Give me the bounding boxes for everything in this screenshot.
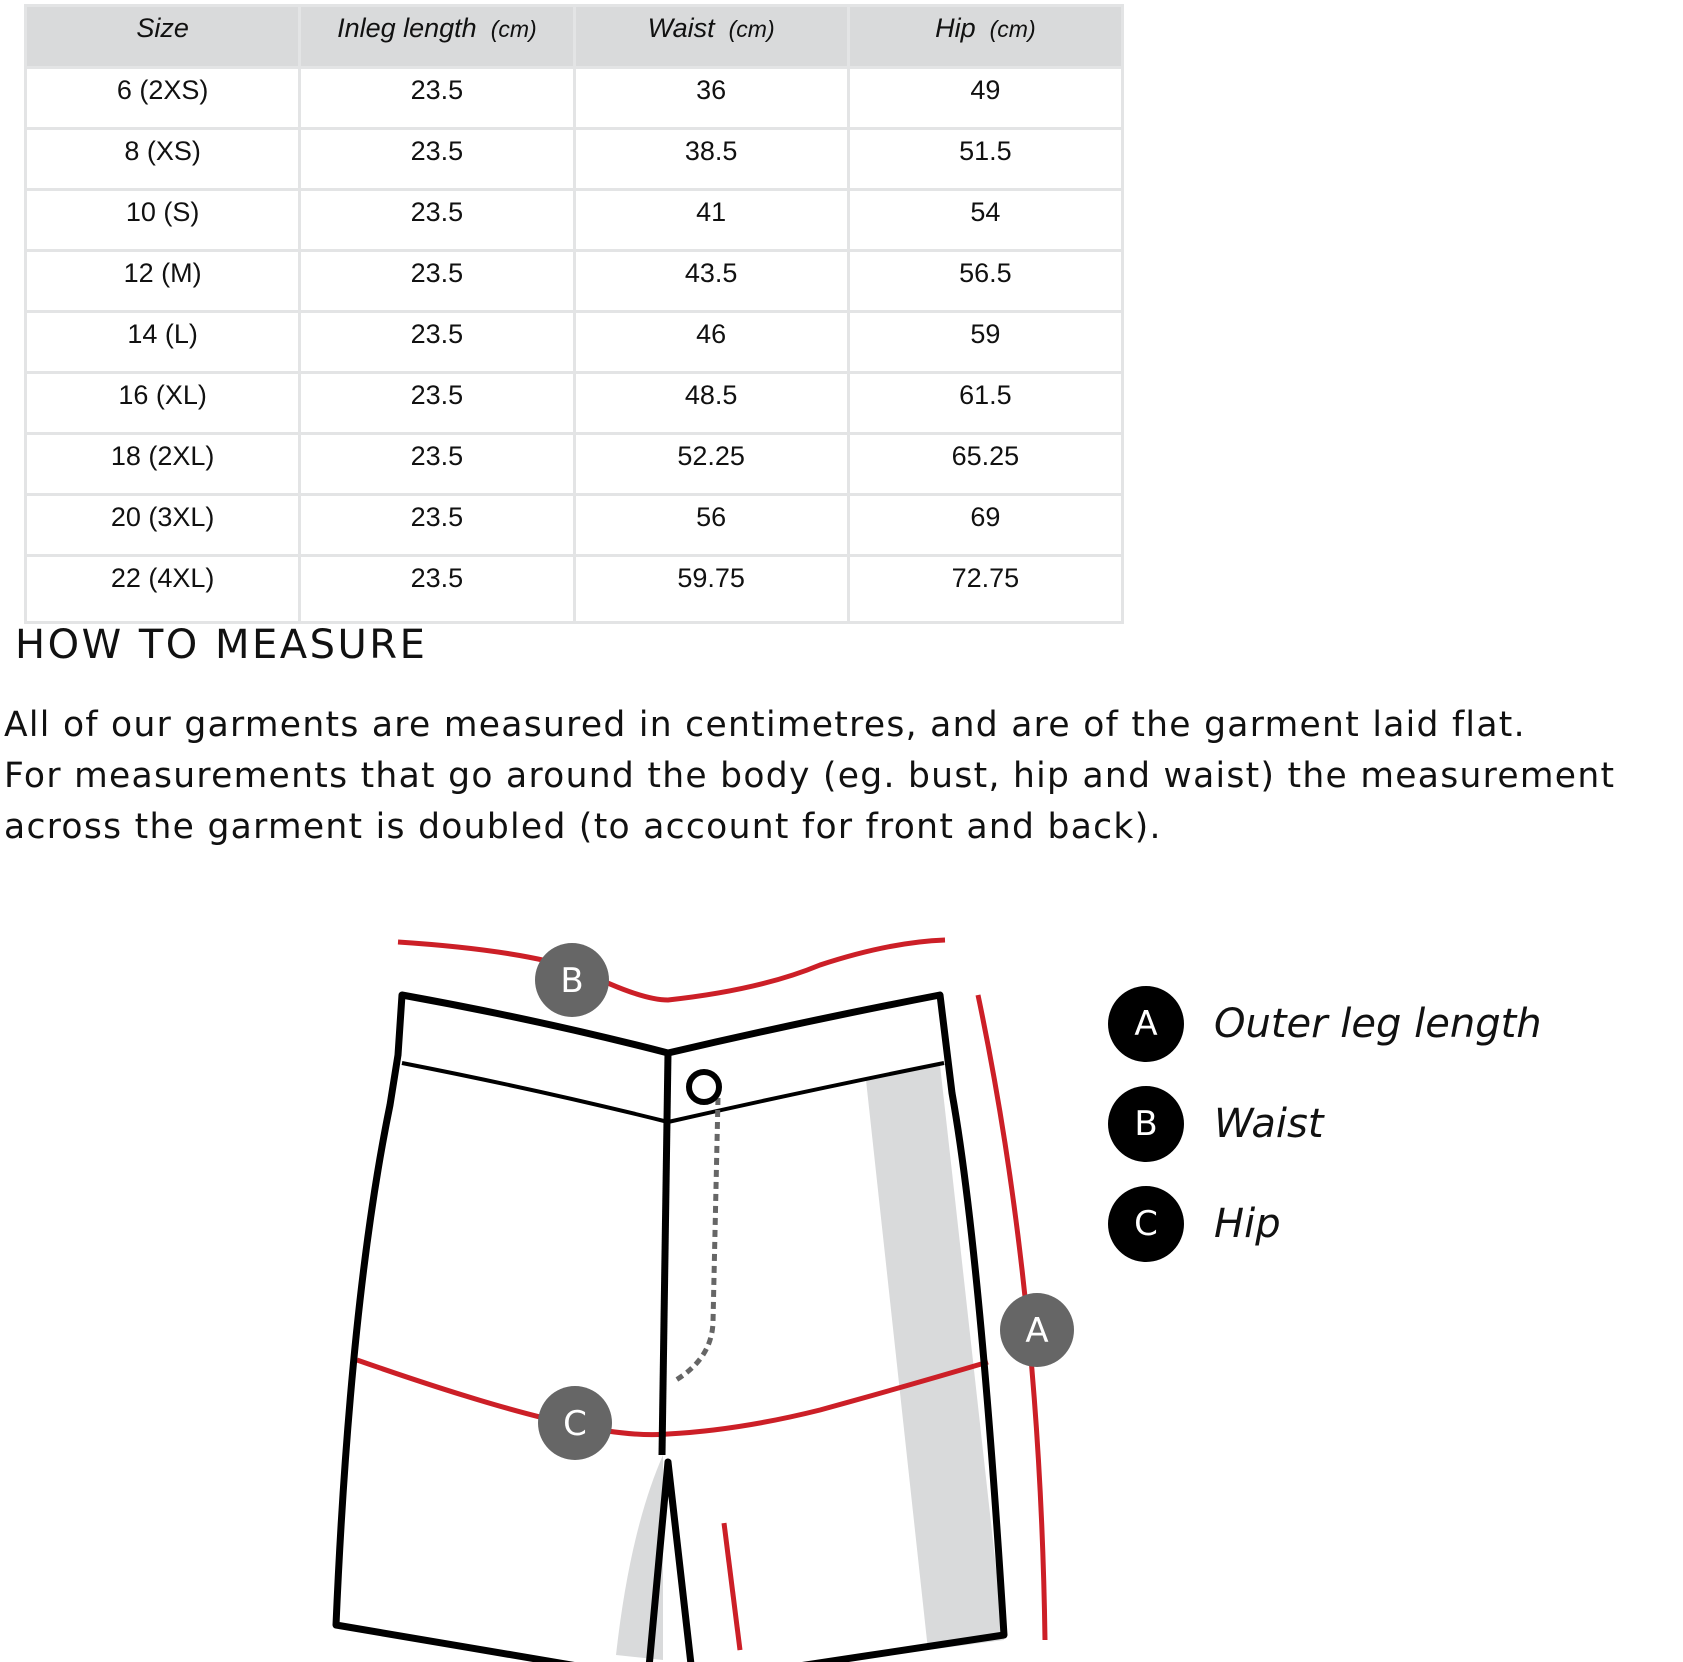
table-row bbox=[26, 373, 1123, 434]
table-row bbox=[26, 495, 1123, 556]
cell-inleg: 23.5 bbox=[300, 556, 574, 623]
legend-item-hip bbox=[1108, 1186, 1281, 1262]
legend-badge-c: C bbox=[1108, 1186, 1184, 1262]
table-row bbox=[26, 251, 1123, 312]
cell-size: 22 (4XL) bbox=[26, 556, 300, 623]
cell-hip: 54 bbox=[848, 190, 1122, 251]
cell-inleg: 23.5 bbox=[300, 373, 574, 434]
button-icon bbox=[689, 1072, 719, 1102]
legend-label-hip: Hip bbox=[1214, 1201, 1281, 1247]
how-to-measure-line: All of our garments are measured in centimetres, and are of the garment laid flat. bbox=[4, 705, 1526, 745]
cell-hip: 65.25 bbox=[848, 434, 1122, 495]
cell-size: 8 (XS) bbox=[26, 129, 300, 190]
marker-a bbox=[1000, 1293, 1074, 1367]
marker-a-label: A bbox=[1025, 1311, 1049, 1351]
cell-hip: 56.5 bbox=[848, 251, 1122, 312]
cell-inleg: 23.5 bbox=[300, 68, 574, 129]
cell-waist: 56 bbox=[574, 495, 848, 556]
table-row bbox=[26, 190, 1123, 251]
hip-measure-line bbox=[357, 1360, 988, 1435]
marker-b bbox=[535, 943, 609, 1017]
cell-waist: 41 bbox=[574, 190, 848, 251]
fly-seam-line bbox=[662, 1053, 668, 1455]
cell-size: 20 (3XL) bbox=[26, 495, 300, 556]
table-row bbox=[26, 434, 1123, 495]
cell-size: 18 (2XL) bbox=[26, 434, 300, 495]
cell-inleg: 23.5 bbox=[300, 251, 574, 312]
cell-hip: 69 bbox=[848, 495, 1122, 556]
cell-size: 14 (L) bbox=[26, 312, 300, 373]
table-row bbox=[26, 129, 1123, 190]
waist-measure-line bbox=[398, 940, 945, 1000]
how-to-measure-heading: HOW TO MEASURE bbox=[15, 622, 428, 668]
waistband-bottom-line bbox=[402, 1063, 944, 1122]
cell-size: 6 (2XS) bbox=[26, 68, 300, 129]
table-row bbox=[26, 68, 1123, 129]
how-to-measure-text bbox=[4, 700, 1679, 853]
size-chart-header-row bbox=[26, 6, 1123, 68]
header-inleg-length: Inleg length (cm) bbox=[300, 6, 574, 68]
legend-item-waist bbox=[1108, 1086, 1324, 1162]
how-to-measure-line: across the garment is doubled (to account for front and back). bbox=[4, 807, 1162, 847]
cell-waist: 43.5 bbox=[574, 251, 848, 312]
marker-c bbox=[538, 1386, 612, 1460]
cell-waist: 48.5 bbox=[574, 373, 848, 434]
header-waist: Waist (cm) bbox=[574, 6, 848, 68]
header-hip: Hip (cm) bbox=[848, 6, 1122, 68]
cell-size: 10 (S) bbox=[26, 190, 300, 251]
cell-hip: 61.5 bbox=[848, 373, 1122, 434]
legend-label-waist: Waist bbox=[1214, 1101, 1324, 1147]
cell-hip: 59 bbox=[848, 312, 1122, 373]
pocket-measure-line bbox=[724, 1523, 740, 1650]
cell-waist: 38.5 bbox=[574, 129, 848, 190]
legend-badge-a: A bbox=[1108, 986, 1184, 1062]
fly-stitching-line bbox=[676, 1098, 718, 1380]
cell-waist: 36 bbox=[574, 68, 848, 129]
table-row bbox=[26, 312, 1123, 373]
cell-inleg: 23.5 bbox=[300, 129, 574, 190]
cell-waist: 59.75 bbox=[574, 556, 848, 623]
cell-hip: 49 bbox=[848, 68, 1122, 129]
cell-waist: 52.25 bbox=[574, 434, 848, 495]
table-row bbox=[26, 556, 1123, 623]
header-size: Size bbox=[26, 6, 300, 68]
cell-hip: 72.75 bbox=[848, 556, 1122, 623]
marker-c-label: C bbox=[563, 1404, 587, 1444]
how-to-measure-line: For measurements that go around the body (eg. bust, hip and waist) the measurement bbox=[4, 756, 1616, 796]
size-chart-table bbox=[24, 4, 1124, 624]
cell-inleg: 23.5 bbox=[300, 190, 574, 251]
legend-label-outer-leg-length: Outer leg length bbox=[1214, 1001, 1542, 1047]
cell-inleg: 23.5 bbox=[300, 312, 574, 373]
cell-size: 12 (M) bbox=[26, 251, 300, 312]
legend-item-outer-leg-length bbox=[1108, 986, 1542, 1062]
legend-badge-b: B bbox=[1108, 1086, 1184, 1162]
cell-size: 16 (XL) bbox=[26, 373, 300, 434]
cell-inleg: 23.5 bbox=[300, 495, 574, 556]
cell-waist: 46 bbox=[574, 312, 848, 373]
marker-b-label: B bbox=[560, 961, 584, 1001]
cell-hip: 51.5 bbox=[848, 129, 1122, 190]
cell-inleg: 23.5 bbox=[300, 434, 574, 495]
